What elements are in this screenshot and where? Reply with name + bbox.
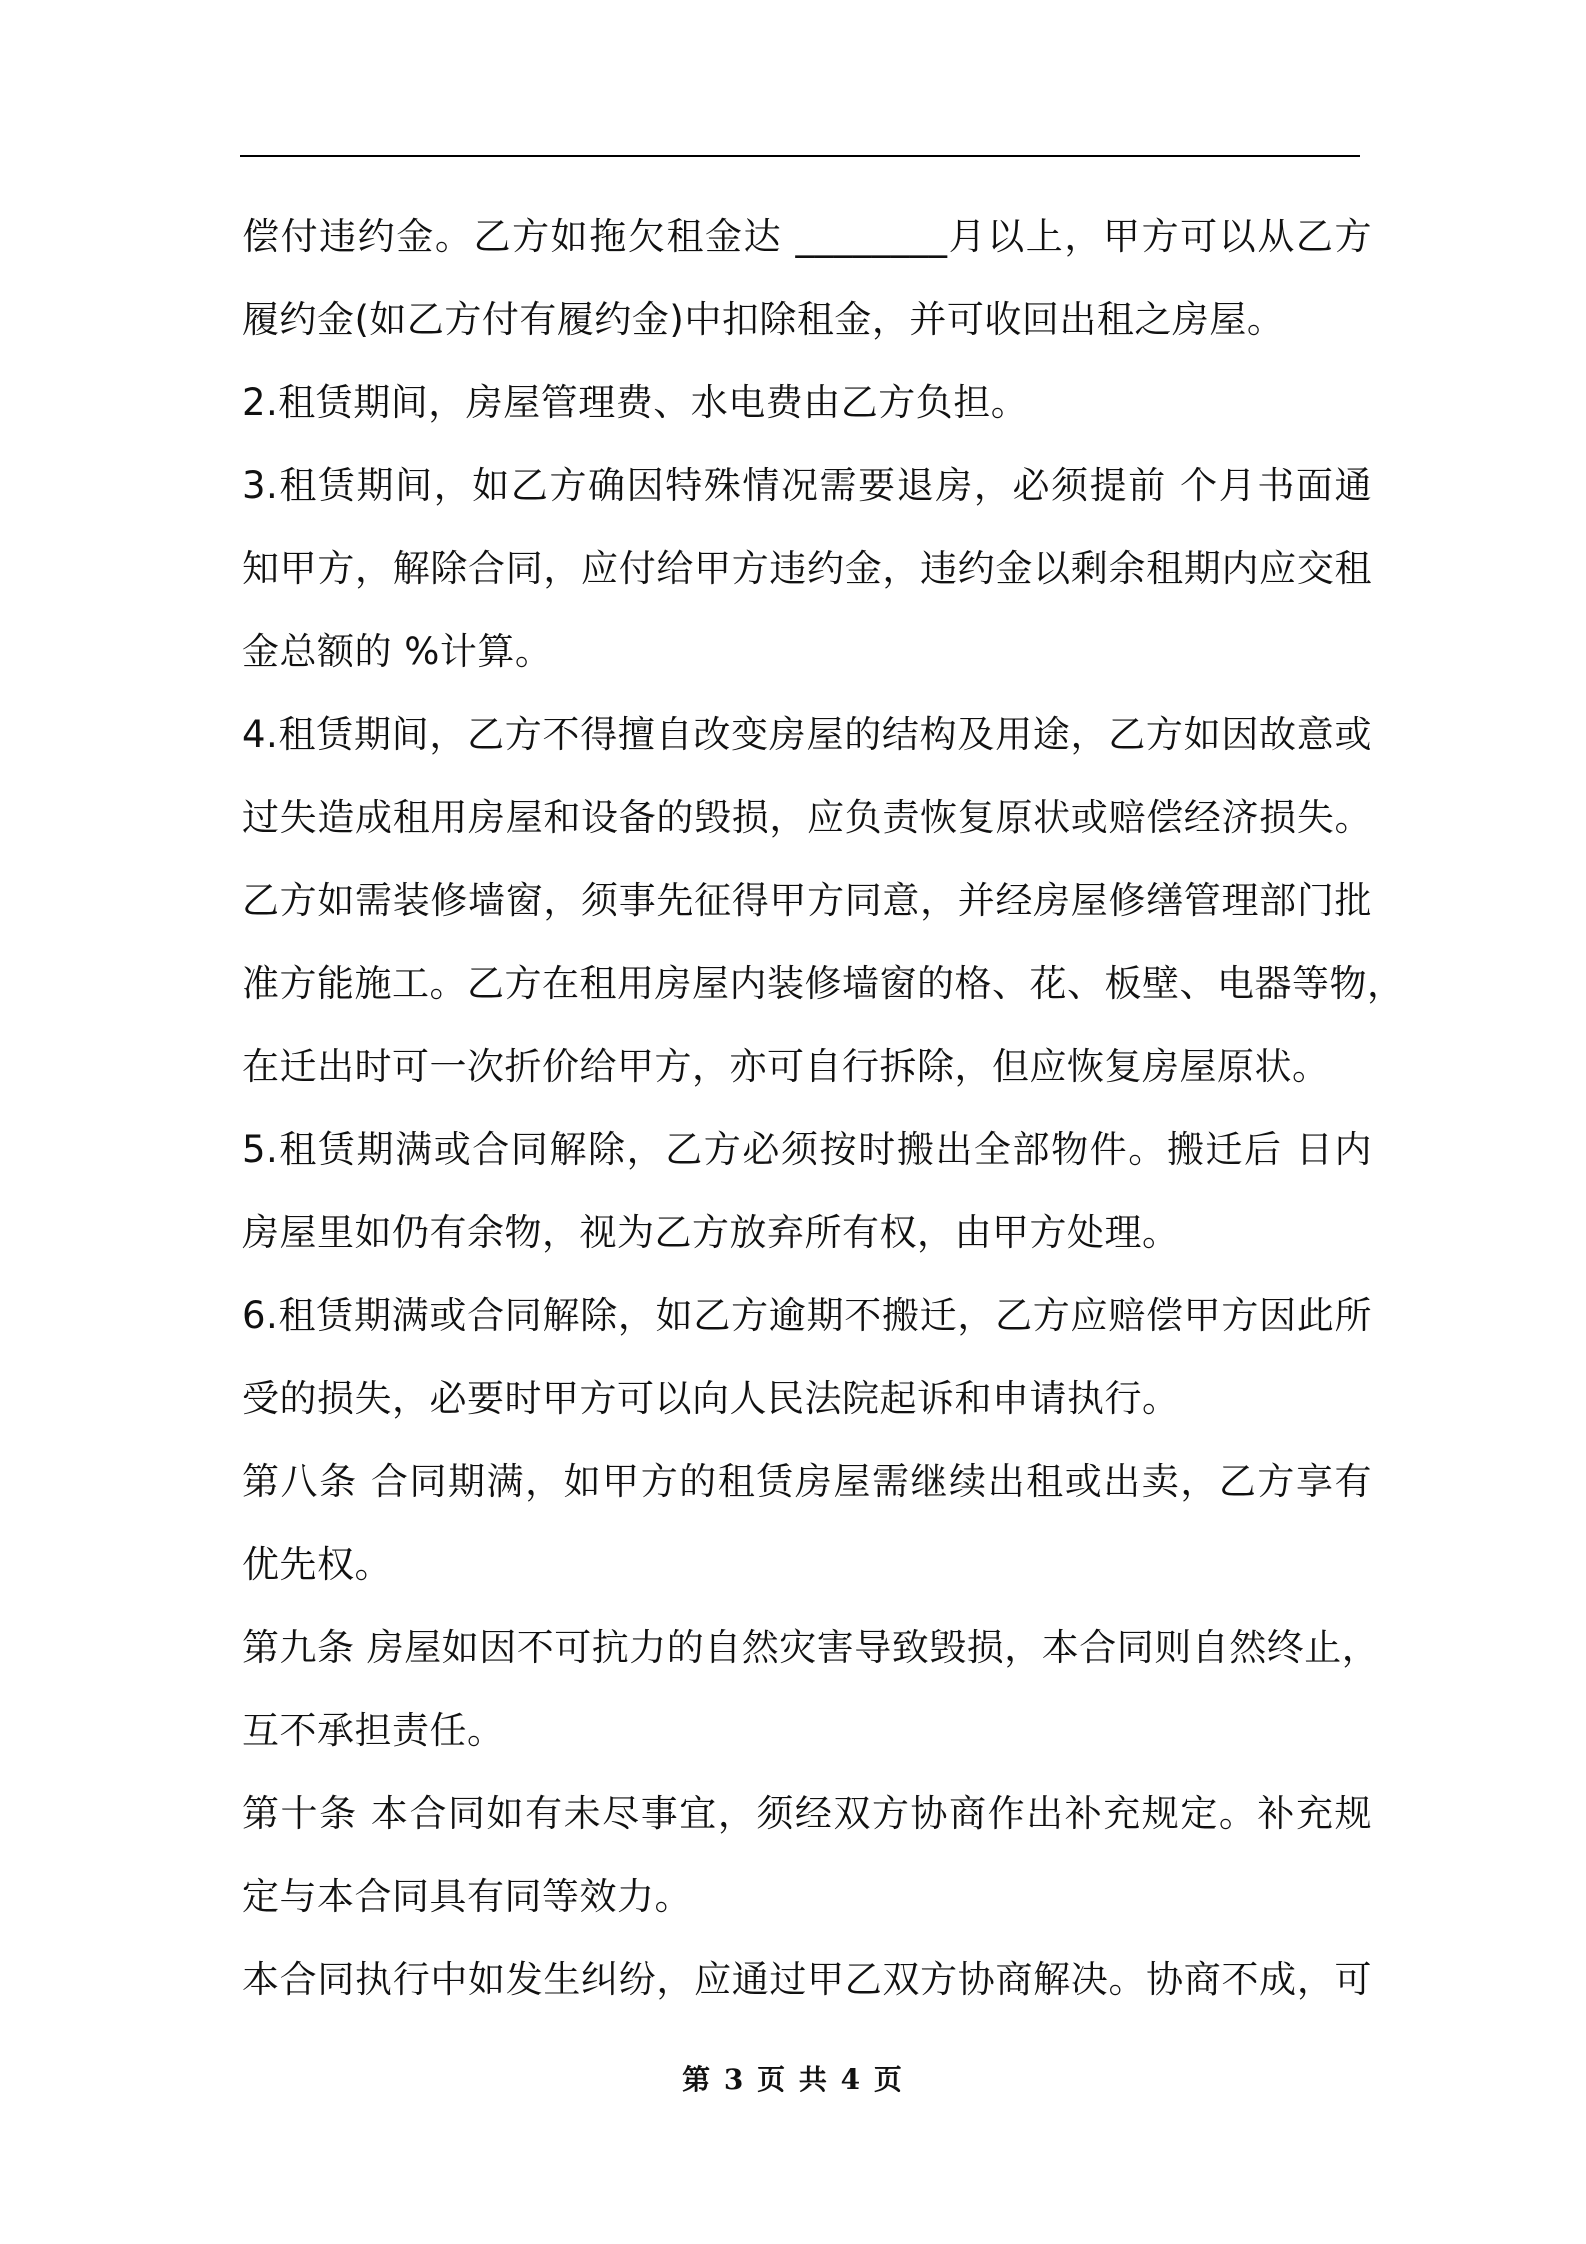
header-divider xyxy=(240,155,1360,157)
text-line: 定与本合同具有同等效力。 xyxy=(242,1875,692,1918)
text-line: 受的损失，必要时甲方可以向人民法院起诉和申请执行。 xyxy=(242,1377,1180,1420)
text-line: 5.租赁期满或合同解除，乙方必须按时搬出全部物件。搬迁后 日内 xyxy=(242,1128,1372,1171)
text-line: 2.租赁期间，房屋管理费、水电费由乙方负担。 xyxy=(242,381,1029,424)
text-line: 6.租赁期满或合同解除，如乙方逾期不搬迁，乙方应赔偿甲方因此所 xyxy=(242,1294,1372,1337)
text-line: 第八条 合同期满，如甲方的租赁房屋需继续出租或出卖，乙方享有 xyxy=(242,1460,1372,1503)
text-line: 过失造成租用房屋和设备的毁损，应负责恢复原状或赔偿经济损失。 xyxy=(242,796,1372,839)
page-number: 第 3 页 共 4 页 xyxy=(682,2063,904,2096)
text-line: 知甲方，解除合同，应付给甲方违约金，违约金以剩余租期内应交租 xyxy=(242,547,1372,590)
text-line: 履约金(如乙方付有履约金)中扣除租金，并可收回出租之房屋。 xyxy=(242,298,1285,341)
text-line: 在迁出时可一次折价给甲方，亦可自行拆除，但应恢复房屋原状。 xyxy=(242,1045,1330,1088)
text-line: 准方能施工。乙方在租用房屋内装修墙窗的格、花、板壁、电器等物， xyxy=(242,962,1405,1005)
text-line: 4.租赁期间，乙方不得擅自改变房屋的结构及用途，乙方如因故意或 xyxy=(242,713,1372,756)
text-line: 本合同执行中如发生纠纷，应通过甲乙双方协商解决。协商不成，可 xyxy=(242,1958,1372,2001)
text-line: 金总额的 %计算。 xyxy=(242,630,553,673)
text-line: 3.租赁期间，如乙方确因特殊情况需要退房，必须提前 个月书面通 xyxy=(242,464,1372,507)
text-line: 第九条 房屋如因不可抗力的自然灾害导致毁损，本合同则自然终止， xyxy=(242,1626,1380,1669)
text-line: 互不承担责任。 xyxy=(242,1709,505,1752)
text-line: 乙方如需装修墙窗，须事先征得甲方同意，并经房屋修缮管理部门批 xyxy=(242,879,1372,922)
text-line: 优先权。 xyxy=(242,1543,392,1586)
text-line: 房屋里如仍有余物，视为乙方放弃所有权，由甲方处理。 xyxy=(242,1211,1180,1254)
text-line: 第十条 本合同如有未尽事宜，须经双方协商作出补充规定。补充规 xyxy=(242,1792,1372,1835)
contract-body xyxy=(242,195,1405,2021)
text-line: 偿付违约金。乙方如拖欠租金达 ________月以上，甲方可以从乙方 xyxy=(242,215,1372,258)
